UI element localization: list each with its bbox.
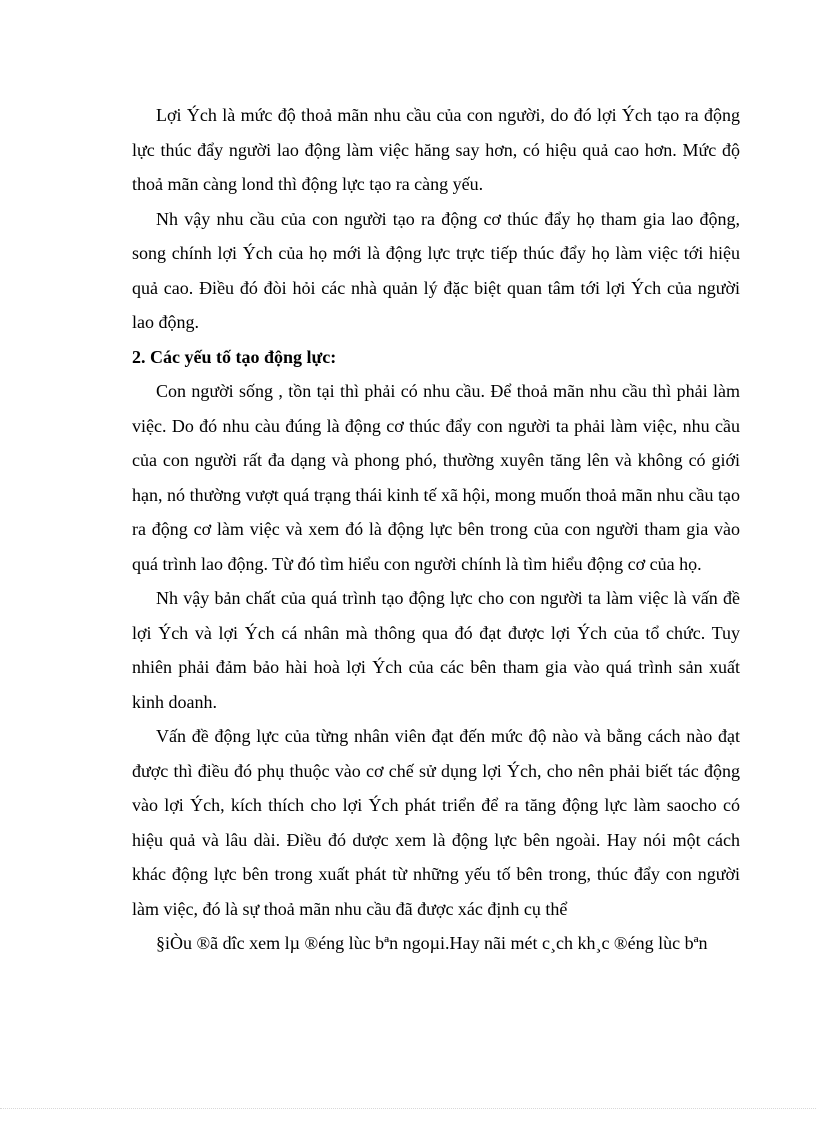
section-heading-motivation-factors: 2. Các yếu tố tạo động lực: <box>132 346 337 367</box>
paragraph-needs-and-benefits: Nh vậy nhu cầu của con người tạo ra động cơ thúc đẩy họ tham gia lao động, song chính lợi Ých của họ mới là động lực trực tiếp thúc đẩy họ làm việc tới hiệu quả cao. Điều đó đòi hỏi các nhà quản lý đặc biệt quan tâm tới lợi Ých của người lao động. <box>132 208 740 332</box>
page-bottom-divider <box>0 1108 816 1109</box>
paragraph-human-needs: Con người sống , tồn tại thì phải có nhu cầu. Để thoả mãn nhu cầu thì phải làm việc. Do đó nhu càu đúng là động cơ thúc đẩy con người ta phải làm việc, nhu cầu của con người rất đa dạng và phong phó, thường xuyên tăng lên và không có giới hạn, nó thường vượt quá trạng thái kinh tế xã hội, mong muốn thoả mãn nhu cầu tạo ra động cơ làm việc và xem đó là động lực bên trong của con người tham gia vào quá trình lao động. Từ đó tìm hiểu con người chính là tìm hiểu động cơ của họ. <box>132 381 740 574</box>
document-body <box>132 98 740 961</box>
paragraph-external-motivation: Vấn đề động lực của từng nhân viên đạt đến mức độ nào và bằng cách nào đạt được thì điều đó phụ thuộc vào cơ chế sử dụng lợi Ých, cho nên phải biết tác động vào lợi Ých, kích thích cho lợi Ých phát triển để ra tăng động lực làm saocho có hiệu quả và lâu dài. Điều đó dược xem là động lực bên ngoài. Hay nói một cách khác động lực bên trong xuất phát từ những yếu tố bên trong, thúc đẩy con người làm việc, đó là sự thoả mãn nhu cầu đã được xác định cụ thể <box>132 726 740 919</box>
paragraph-nature-of-motivation: Nh vậy bản chất của quá trình tạo động lực cho con người ta làm việc là vấn đề lợi Ých và lợi Ých cá nhân mà thông qua đó đạt được lợi Ých của tổ chức. Tuy nhiên phải đảm bảo hài hoà lợi Ých của các bên tham gia vào quá trình sản xuất kinh doanh. <box>132 588 740 712</box>
paragraph-garbled-encoding: §iÒu ®ã dîc xem lµ ®éng lùc bªn ngoµi.Hay nãi mét c¸ch kh¸c ®éng lùc bªn <box>156 933 708 953</box>
paragraph-benefit-definition: Lợi Ých là mức độ thoả mãn nhu cầu của con người, do đó lợi Ých tạo ra động lực thúc đẩy người lao động làm việc hăng say hơn, có hiệu quả cao hơn. Mức độ thoả mãn càng lond thì động lực tạo ra càng yếu. <box>132 105 740 194</box>
